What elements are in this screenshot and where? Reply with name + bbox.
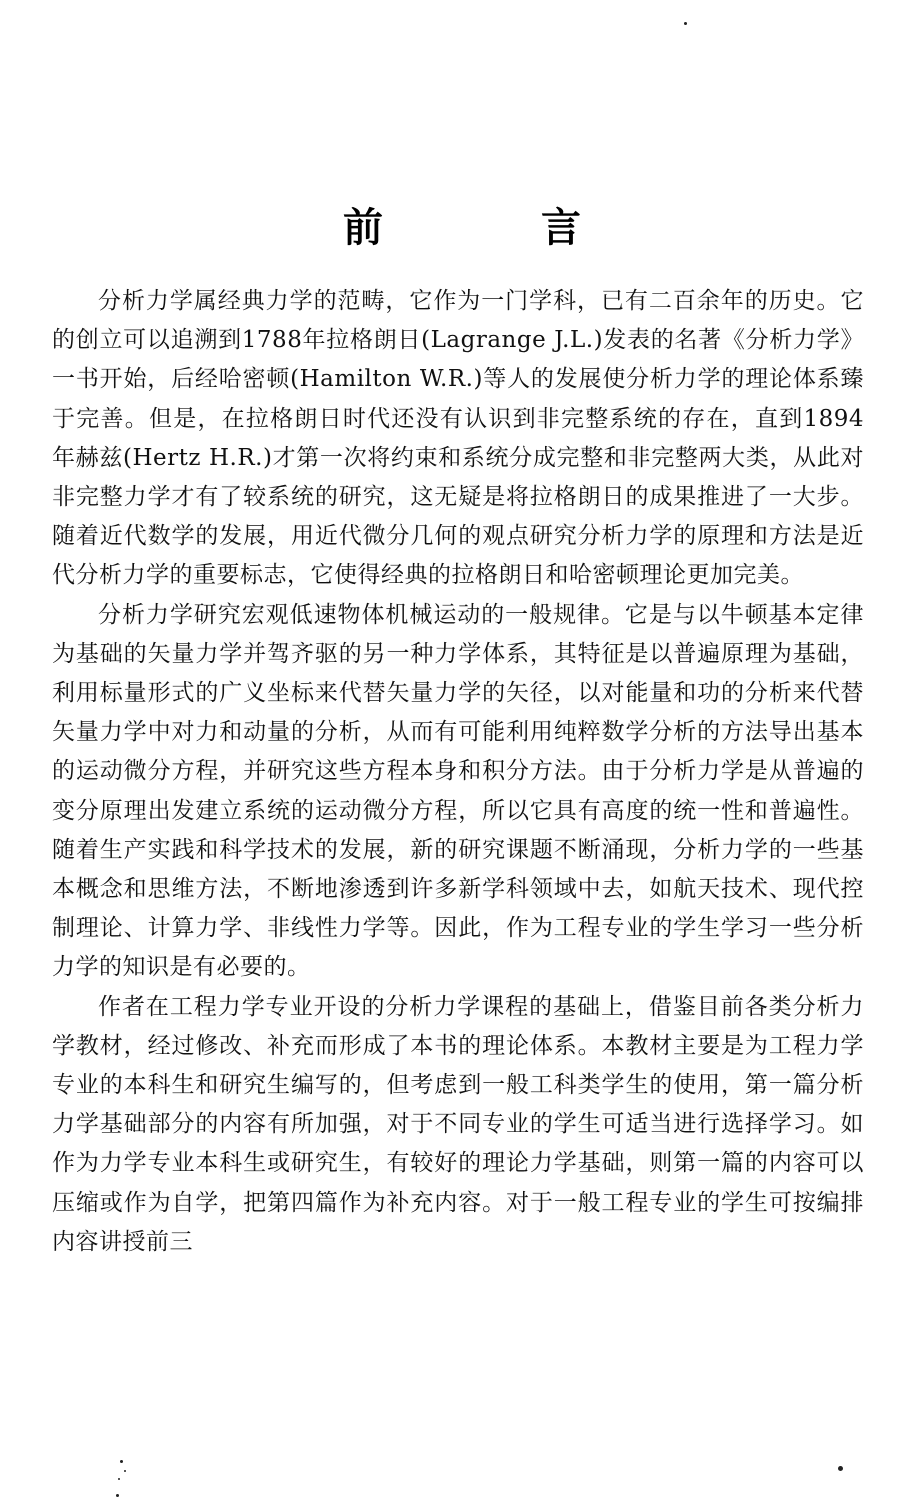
scan-speck <box>124 1470 126 1472</box>
paragraph-2: 分析力学研究宏观低速物体机械运动的一般规律。它是与以牛顿基本定律为基础的矢量力学并驾齐驱的另一种力学体系，其特征是以普遍原理为基础，利用标量形式的广义坐标来代替矢量力学的矢径，以对能量和功的分析来代替矢量力学中对力和动量的分析，从而有可能利用纯粹数学分析的方法导出基本的运动微分方程，并研究这些方程本身和积分方法。由于分析力学是从普遍的变分原理出发建立系统的运动微分方程，所以它具有高度的统一性和普遍性。随着生产实践和科学技术的发展，新的研究课题不断涌现，分析力学的一些基本概念和思维方法，不断地渗透到许多新学科领域中去，如航天技术、现代控制理论、计算力学、非线性力学等。因此，作为工程专业的学生学习一些分析力学的知识是有必要的。 <box>52 601 864 981</box>
preface-body <box>52 282 864 1262</box>
paragraph-1: 分析力学属经典力学的范畴，它作为一门学科，已有二百余年的历史。它的创立可以追溯到1788年拉格朗日(Lagrange J.L.)发表的名著《分析力学》一书开始，后经哈密顿(Hamilton W.R.)等人的发展使分析力学的理论体系臻于完善。但是，在拉格朗日时代还没有认识到非完整系统的存在，直到1894年赫兹(Hertz H.R.)才第一次将约束和系统分成完整和非完整两大类，从此对非完整力学才有了较系统的研究，这无疑是将拉格朗日的成果推进了一大步。随着近代数学的发展，用近代微分几何的观点研究分析力学的原理和方法是近代分析力学的重要标志，它使得经典的拉格朗日和哈密顿理论更加完美。 <box>52 288 864 589</box>
paragraph-3: 作者在工程力学专业开设的分析力学课程的基础上，借鉴目前各类分析力学教材，经过修改、补充而形成了本书的理论体系。本教材主要是为工程力学专业的本科生和研究生编写的，但考虑到一般工科类学生的使用，第一篇分析力学基础部分的内容有所加强，对于不同专业的学生可适当进行选择学习。如作为力学专业本科生或研究生，有较好的理论力学基础，则第一篇的内容可以压缩或作为自学，把第四篇作为补充内容。对于一般工程专业的学生可按编排内容讲授前三 <box>52 993 864 1255</box>
scan-speck <box>118 1478 120 1480</box>
scan-speck <box>116 1494 119 1497</box>
scan-speck <box>120 1460 123 1463</box>
scan-speck <box>838 1466 843 1471</box>
page-title: 前 言 <box>343 205 653 251</box>
scan-speck <box>684 22 687 25</box>
